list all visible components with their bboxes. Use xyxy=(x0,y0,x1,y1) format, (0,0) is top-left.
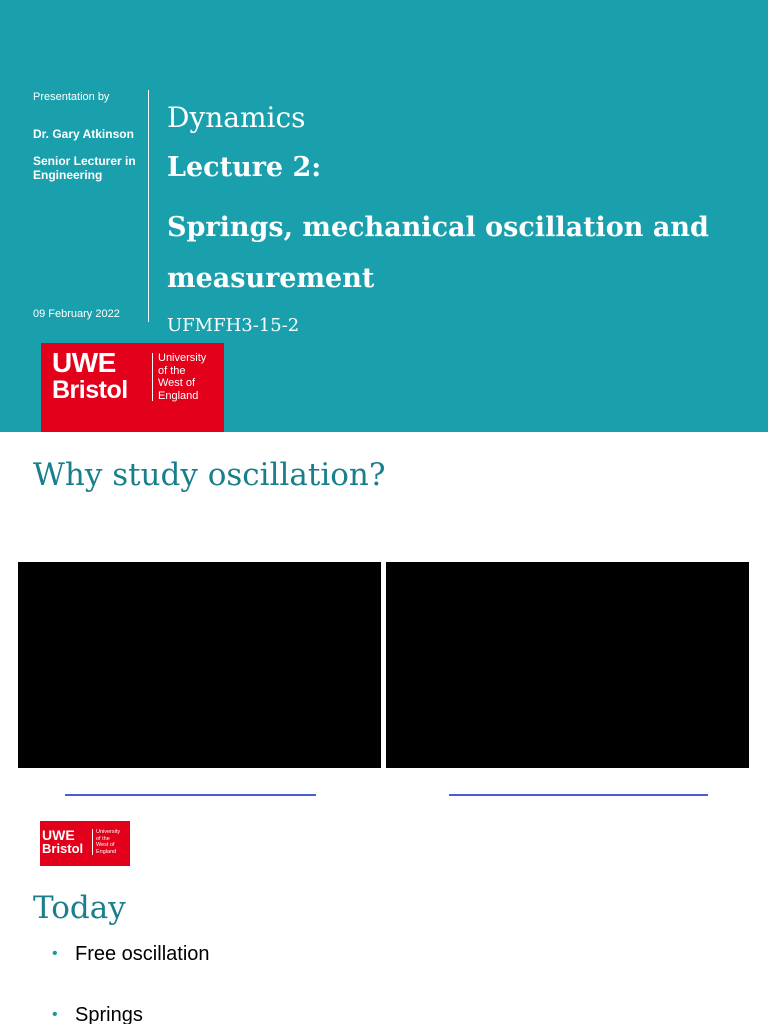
logo-university-text xyxy=(96,829,120,855)
logo-univ-line: West of xyxy=(96,842,115,848)
logo-bristol-text: Bristol xyxy=(52,376,128,404)
logo-univ-line: of the xyxy=(96,835,110,842)
video-link-right[interactable] xyxy=(449,794,708,796)
title-slide xyxy=(0,0,768,432)
video-player-right[interactable] xyxy=(386,562,749,768)
logo-univ-line: England xyxy=(96,848,117,855)
video-link-left[interactable] xyxy=(65,794,316,796)
uwe-bristol-logo-small xyxy=(40,821,130,866)
logo-univ-line: University xyxy=(158,352,207,364)
logo-univ-line: England xyxy=(158,389,199,402)
logo-separator xyxy=(152,353,153,401)
logo-uwe-text: UWE xyxy=(42,827,75,843)
list-item xyxy=(50,1002,210,1024)
presentation-date: 09 February 2022 xyxy=(33,308,120,320)
bullet-icon: • xyxy=(52,1006,58,1023)
bullet-icon: • xyxy=(52,945,58,962)
logo-university-text xyxy=(158,352,206,402)
list-item xyxy=(50,941,210,1002)
logo-univ-line: University xyxy=(96,829,121,835)
lecture-subtitle: Springs, mechanical oscillation and measurement xyxy=(167,212,709,294)
slide-heading: Today xyxy=(33,890,126,926)
today-slide xyxy=(0,816,768,1024)
logo-separator xyxy=(92,829,93,855)
slide-heading: Why study oscillation? xyxy=(33,457,386,493)
oscillation-slide xyxy=(0,432,768,816)
list-item-label: Springs xyxy=(75,1004,143,1024)
logo-bristol-text: Bristol xyxy=(42,841,84,856)
agenda-list xyxy=(50,941,210,1024)
course-title: Dynamics xyxy=(167,101,306,134)
presenter-role: Senior Lecturer in Engineering xyxy=(33,154,136,182)
logo-uwe-text: UWE xyxy=(52,347,116,378)
module-code: UFMFH3-15-2 xyxy=(167,315,300,336)
presenter-name: Dr. Gary Atkinson xyxy=(33,127,134,141)
lecture-number: Lecture 2: xyxy=(167,152,322,183)
logo-univ-line: of the xyxy=(158,364,186,377)
logo-univ-line: West of xyxy=(158,377,196,389)
uwe-bristol-logo xyxy=(41,343,224,432)
vertical-divider xyxy=(148,90,149,322)
list-item-label: Free oscillation xyxy=(75,943,210,965)
video-player-left[interactable] xyxy=(18,562,381,768)
presented-by-label: Presentation by xyxy=(33,91,110,103)
